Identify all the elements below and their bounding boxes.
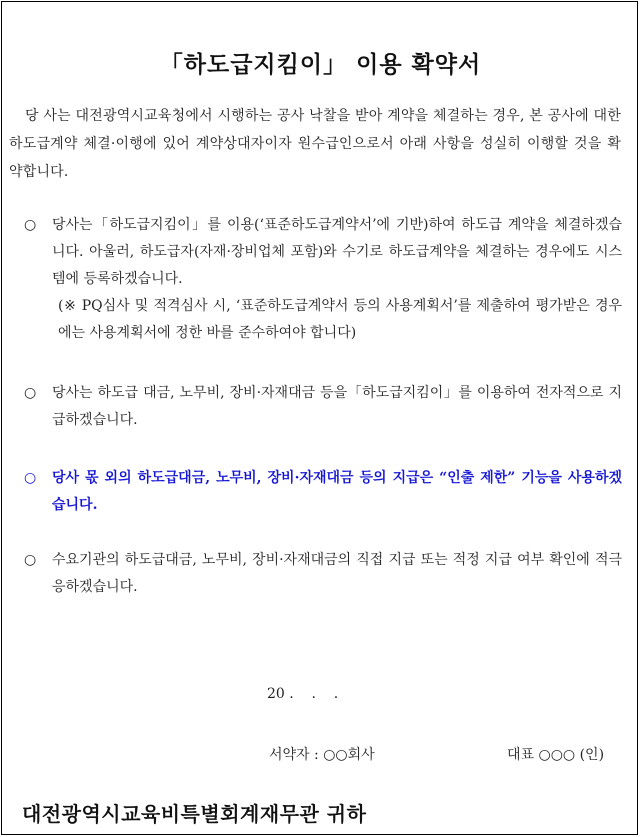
circle-bullet-icon: ○ [24,385,37,401]
item-2-text: 당사는 하도급 대금, 노무비, 장비·자재대금 등을「하도급지킴이」를 이용하여 전자적으로 지급하겠습니다. [52,385,622,428]
date-line: 20 . . . [267,686,339,702]
list-item-text [52,212,622,347]
circle-bullet-icon: ○ [24,470,37,486]
list-item-3-highlighted [24,465,622,519]
representative-line: 대표 ○○○ (인) [507,747,605,763]
list-item-4 [24,547,622,601]
circle-bullet-icon: ○ [24,552,37,568]
list-item-2 [24,380,622,434]
item-3-text: 당사 몫 외의 하도급대금, 노무비, 장비·자재대금 등의 지급은 “인출 제한” 기능을 사용하겠습니다. [52,470,622,513]
document-title: 「하도급지킴이」 이용 확약서 [159,51,482,78]
item-4-text: 수요기관의 하도급대금, 노무비, 장비·자재대금의 직접 지급 또는 적정 지급 여부 확인에 적극 응하겠습니다. [52,552,622,595]
intro-paragraph: 당 사는 대전광역시교육청에서 시행하는 공사 낙찰을 받아 계약을 체결하는 경우, 본 공사에 대한 하도급계약 체결·이행에 있어 계약상대자이자 원수급인으로서 아래 사항을 성실히 이행할 것을 확약합니다. [9,108,621,180]
recipient-line: 대전광역시교육비특별회계재무관 귀하 [22,802,367,826]
item-1-text: 당사는「하도급지킴이」를 이용(‘표준하도급계약서’에 기반)하여 하도급 계약을 체결하겠습니다. 아울러, 하도급자(자재·장비업체 포함)와 수기로 하도급계약을 체결하는 경우에도 시스템에 등록하겠습니다. [52,217,622,287]
circle-bullet-icon: ○ [24,217,37,233]
signer-line: 서약자 : ○○회사 [269,747,375,763]
list-item-1 [24,212,622,347]
item-1-note: (※ PQ심사 및 적격심사 시, ‘표준하도급계약서 등의 사용계획서’를 제출하여 평가받은 경우에는 사용계획서에 정한 바를 준수하여야 합니다) [58,298,622,341]
